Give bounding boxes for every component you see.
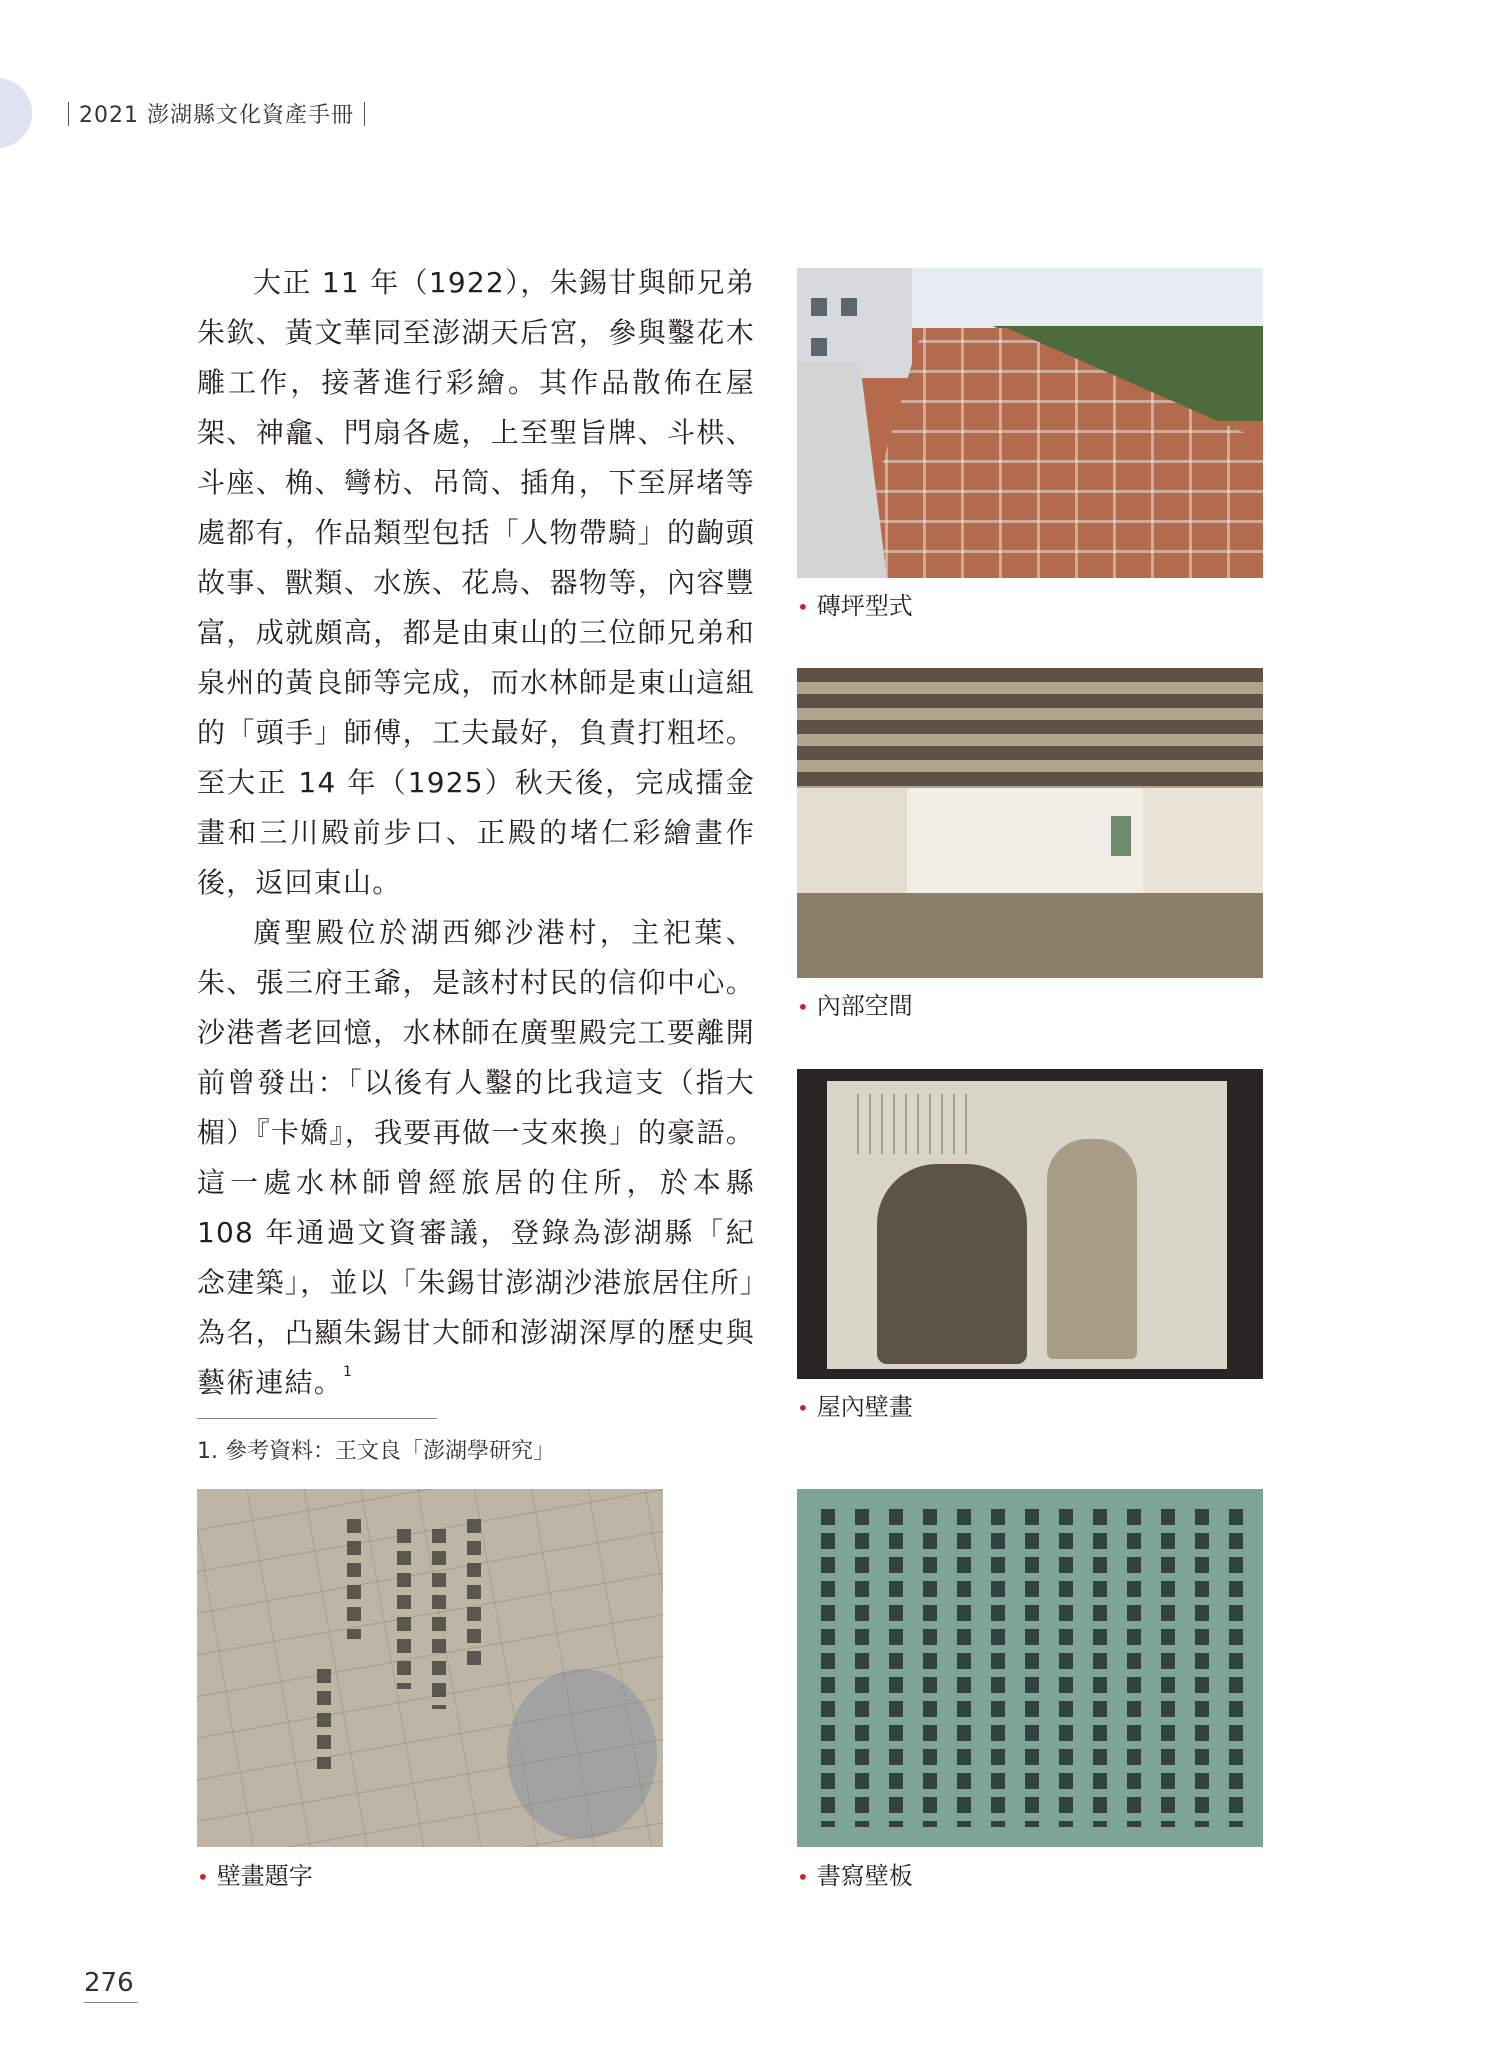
- photo-inscription-brushwork: [397, 1529, 411, 1689]
- caption-interior-text: 內部空間: [816, 992, 913, 1020]
- photo-inscription-stain: [507, 1669, 657, 1839]
- body-paragraph-2: [197, 908, 755, 1408]
- photo-board-brushwork: [821, 1509, 835, 1827]
- photo-board-brushwork: [1059, 1509, 1073, 1827]
- header-title: 2021 澎湖縣文化資產手冊: [79, 103, 354, 128]
- caption-bullet: •: [797, 1865, 809, 1889]
- photo-board-brushwork: [1195, 1509, 1209, 1827]
- photo-inscription-brushwork: [467, 1519, 481, 1669]
- photo-board-brushwork: [1127, 1509, 1141, 1827]
- body-text: [197, 258, 755, 1408]
- photo-painting-seated-figure: [877, 1164, 1027, 1364]
- photo-board-brushwork: [957, 1509, 971, 1827]
- photo-inscription-brushwork: [317, 1669, 331, 1769]
- caption-painting-text: 屋內壁畫: [816, 1393, 913, 1421]
- photo-roof-wall: [797, 363, 887, 578]
- photo-inscription-brushwork: [432, 1529, 446, 1709]
- photo-painting-standing-figure: [1047, 1139, 1137, 1359]
- photo-interior-window: [1111, 816, 1131, 856]
- caption-roof-text: 磚坪型式: [816, 592, 913, 620]
- caption-bullet: •: [197, 1865, 209, 1889]
- photo-board-brushwork: [889, 1509, 903, 1827]
- photo-writing-board: [797, 1489, 1263, 1847]
- caption-board-text: 書寫壁板: [816, 1862, 913, 1890]
- footnote: 1. 參考資料：王文良「澎湖學研究」: [197, 1439, 555, 1464]
- photo-board-brushwork: [1025, 1509, 1039, 1827]
- caption-bullet: •: [797, 1396, 809, 1420]
- photo-interior-space: [797, 668, 1263, 978]
- caption-interior: [797, 986, 913, 1021]
- photo-board-brushwork: [991, 1509, 1005, 1827]
- page-number-rule: [84, 2002, 138, 2003]
- photo-brick-roof: [797, 268, 1263, 578]
- photo-roof-window: [811, 298, 827, 316]
- photo-roof-window: [841, 298, 857, 316]
- caption-painting: [797, 1387, 913, 1422]
- photo-interior-ceiling: [797, 668, 1263, 788]
- body-paragraph-1: 大正 11 年（1922），朱錫甘與師兄弟朱欽、黃文華同至澎湖天后宮，參與鑿花木雕工作，接著進行彩繪。其作品散佈在屋架、神龕、門扇各處，上至聖旨牌、斗栱、斗座、桷、彎枋、吊筒、插角，下至屏堵等處都有，作品類型包括「人物帶騎」的齣頭故事、獸類、水族、花鳥、器物等，內容豐富，成就頗高，都是由東山的三位師兄弟和泉州的黃良師等完成，而水林師是東山這組的「頭手」師傅，工夫最好，負責打粗坯。至大正 14 年（1925）秋天後，完成擂金畫和三川殿前步口、正殿的堵仁彩繪畫作後，返回東山。: [197, 266, 755, 899]
- header-divider-left: [68, 102, 69, 126]
- photo-interior-floor: [797, 893, 1263, 978]
- caption-board: [797, 1856, 913, 1891]
- photo-roof-window: [811, 338, 827, 356]
- running-header: [58, 98, 375, 129]
- footnote-rule: [197, 1418, 437, 1419]
- caption-bullet: •: [797, 995, 809, 1019]
- caption-bullet: •: [797, 595, 809, 619]
- body-paragraph-2-text: 廣聖殿位於湖西鄉沙港村，主祀葉、朱、張三府王爺，是該村村民的信仰中心。沙港耆老回憶，水林師在廣聖殿完工要離開前曾發出：「以後有人鑿的比我這支（指大楣）『卡嬌』，我要再做一支來換」的豪語。這一處水林師曾經旅居的住所，於本縣 108 年通過文資審議，登錄為澎湖縣「紀念建築」，並以「朱錫甘澎湖沙港旅居住所」為名，凸顯朱錫甘大師和澎湖深厚的歷史與藝術連結。: [197, 916, 755, 1399]
- chapter-tab-marker: [0, 78, 32, 148]
- photo-wall-painting: [797, 1069, 1263, 1379]
- photo-painting-inscription: [197, 1489, 663, 1847]
- caption-roof: [797, 586, 913, 621]
- photo-board-brushwork: [1229, 1509, 1243, 1827]
- page-number: 276: [84, 1968, 134, 1998]
- header-divider-right: [364, 102, 365, 126]
- photo-painting-script: [857, 1094, 967, 1154]
- photo-interior-back-wall: [907, 783, 1143, 893]
- caption-inscription-text: 壁畫題字: [216, 1862, 313, 1890]
- caption-inscription: [197, 1856, 313, 1891]
- photo-board-brushwork: [923, 1509, 937, 1827]
- photo-board-brushwork: [1161, 1509, 1175, 1827]
- photo-board-brushwork: [855, 1509, 869, 1827]
- photo-roof-house: [797, 268, 912, 378]
- photo-board-brushwork: [1093, 1509, 1107, 1827]
- footnote-reference: 1: [343, 1364, 354, 1380]
- photo-inscription-brushwork: [347, 1519, 361, 1639]
